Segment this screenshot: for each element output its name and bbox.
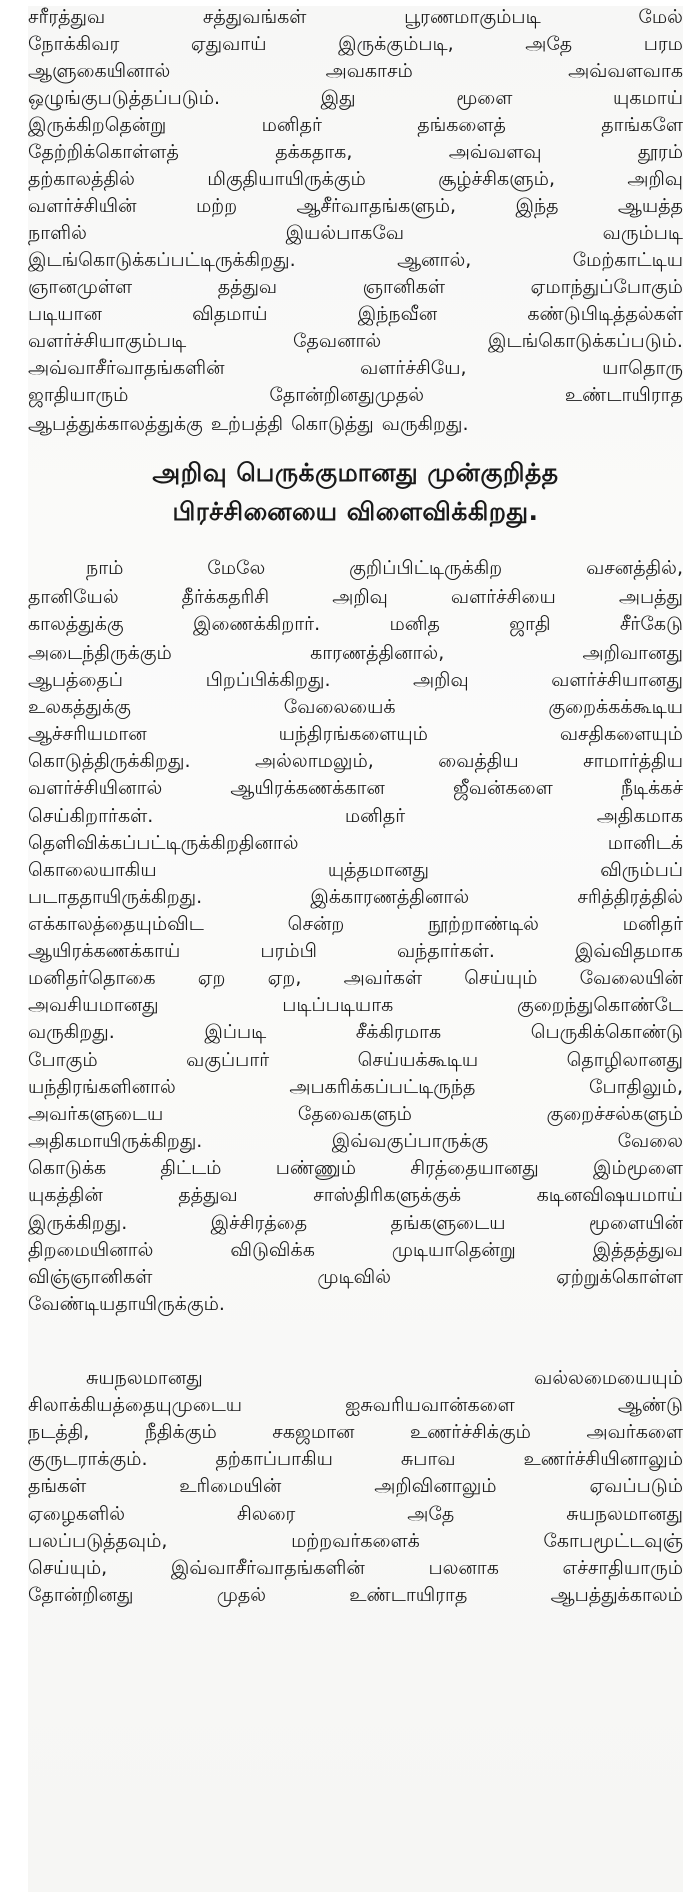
text-line: வளர்ச்சியாகும்படி தேவனால் இடங்கொடுக்கப்படும். (28, 330, 683, 352)
text-line: நாம் மேலே குறிப்பிட்டிருக்கிற வசனத்தில், (86, 557, 683, 579)
text-line: ஆபத்துக்காலத்துக்கு உற்பத்தி கொடுத்து வருகிறது. (28, 413, 469, 435)
text-line: அடைந்திருக்கும் காரணத்தினால், அறிவானது (28, 642, 683, 664)
text-line: சுயநலமானது வல்லமையையும் (86, 1367, 683, 1389)
text-line: தானியேல் தீர்க்கதரிசி அறிவு வளர்ச்சியை அபத்து (28, 586, 683, 608)
text-line: யுகத்தின் தத்துவ சாஸ்திரிகளுக்குக் கடினவிஷயமாய் (28, 1184, 683, 1206)
text-line: குருடராக்கும். தற்காப்பாகிய சுபாவ உணர்ச்சியினாலும் (28, 1448, 683, 1470)
text-line: வருகிறது. இப்படி சீக்கிரமாக பெருகிக்கொண்டு (28, 1021, 683, 1043)
text-line: ஆபத்தைப் பிறப்பிக்கிறது. அறிவு வளர்ச்சியானது (28, 669, 683, 691)
text-line: கொடுத்திருக்கிறது. அல்லாமலும், வைத்திய சாமார்த்திய (28, 750, 683, 772)
text-line: செய்யும், இவ்வாசீர்வாதங்களின் பலனாக எச்சாதியாரும் (28, 1557, 683, 1579)
text-line: தெளிவிக்கப்பட்டிருக்கிறதினால் மானிடக் (28, 832, 683, 854)
text-line: நடத்தி, நீதிக்கும் சகஜமான உணர்ச்சிக்கும் அவர்களை (28, 1421, 683, 1443)
text-line: செய்கிறார்கள். மனிதர் அதிகமாக (28, 805, 683, 827)
document-page (28, 6, 683, 1892)
text-line: சிலாக்கியத்தையுமுடைய ஐசுவரியவான்களை ஆண்டு (28, 1394, 683, 1416)
text-line: ஏழைகளில் சிலரை அதே சுயநலமானது (28, 1503, 683, 1525)
text-line: மனிதர்தொகை ஏற ஏற, அவர்கள் செய்யும் வேலையின் (28, 967, 683, 989)
text-line: யந்திரங்களினால் அபகரிக்கப்பட்டிருந்த போதிலும், (28, 1076, 683, 1098)
text-line: ஆச்சரியமான யந்திரங்களையும் வசதிகளையும் (28, 723, 683, 745)
text-line: வளர்ச்சியின் மற்ற ஆசீர்வாதங்களும், இந்த ஆயத்த (28, 195, 683, 217)
text-line: ஒழுங்குபடுத்தப்படும். இது மூளை யுகமாய் (28, 87, 683, 109)
text-line: காலத்துக்கு இணைக்கிறார். மனித ஜாதி சீர்கேடு (28, 613, 683, 635)
text-line: சரீரத்துவ சத்துவங்கள் பூரணமாகும்படி மேல் (28, 6, 683, 28)
text-line: இடங்கொடுக்கப்பட்டிருக்கிறது. ஆனால், மேற்காட்டிய (28, 249, 683, 271)
text-line: தோன்றினது முதல் உண்டாயிராத ஆபத்துக்காலம் (28, 1584, 683, 1606)
section-heading-line: அறிவு பெருக்குமானது முன்குறித்த (152, 458, 559, 487)
text-line: ஞானமுள்ள தத்துவ ஞானிகள் ஏமாந்துப்போகும் (28, 276, 683, 298)
text-line: நோக்கிவர ஏதுவாய் இருக்கும்படி, அதே பரம (28, 33, 683, 55)
text-line: படியான விதமாய் இந்நவீன கண்டுபிடித்தல்கள் (28, 303, 683, 325)
text-line: நாளில் இயல்பாகவே வரும்படி (28, 222, 683, 244)
text-line: தேற்றிக்கொள்ளத் தக்கதாக, அவ்வளவு தூரம் (28, 141, 683, 163)
text-line: இருக்கிறதென்று மனிதர் தங்களைத் தாங்களே (28, 114, 683, 136)
text-line: ஆளுகையினால் அவகாசம் அவ்வளவாக (28, 60, 683, 82)
text-line: கொலையாகிய யுத்தமானது விரும்பப் (28, 859, 683, 881)
text-line: உலகத்துக்கு வேலையைக் குறைக்கக்கூடிய (28, 696, 683, 718)
text-line: அவசியமானது படிப்படியாக குறைந்துகொண்டே (28, 994, 683, 1016)
text-line: தற்காலத்தில் மிகுதியாயிருக்கும் சூழ்ச்சிகளும், அறிவு (28, 168, 683, 190)
text-line: அவர்களுடைய தேவைகளும் குறைச்சல்களும் (28, 1103, 683, 1125)
text-line: ஜாதியாரும் தோன்றினதுமுதல் உண்டாயிராத (28, 384, 683, 406)
text-line: அவ்வாசீர்வாதங்களின் வளர்ச்சியே, யாதொரு (28, 357, 683, 379)
text-line: அதிகமாயிருக்கிறது. இவ்வகுப்பாருக்கு வேலை (28, 1130, 683, 1152)
text-line: பலப்படுத்தவும், மற்றவர்களைக் கோபமூட்டவுஞ் (28, 1530, 683, 1552)
section-heading-line: பிரச்சினையை விளைவிக்கிறது. (172, 497, 539, 526)
text-line: தங்கள் உரிமையின் அறிவினாலும் ஏவப்படும் (28, 1475, 683, 1497)
text-line: படாததாயிருக்கிறது. இக்காரணத்தினால் சரித்திரத்தில் (28, 886, 683, 908)
text-line: கொடுக்க திட்டம் பண்ணும் சிரத்தையானது இம்மூளை (28, 1157, 683, 1179)
text-line: இருக்கிறது. இச்சிரத்தை தங்களுடைய மூளையின் (28, 1212, 683, 1234)
text-line: விஞ்ஞானிகள் முடிவில் ஏற்றுக்கொள்ள (28, 1266, 683, 1288)
text-line: போகும் வகுப்பார் செய்யக்கூடிய தொழிலானது (28, 1049, 683, 1071)
text-line: ஆயிரக்கணக்காய் பரம்பி வந்தார்கள். இவ்விதமாக (28, 940, 683, 962)
text-line: எக்காலத்தையும்விட சென்ற நூற்றாண்டில் மனிதர் (28, 913, 683, 935)
text-line: திறமையினால் விடுவிக்க முடியாதென்று இத்தத்துவ (28, 1239, 683, 1261)
text-line: வேண்டியதாயிருக்கும். (28, 1293, 225, 1315)
text-line: வளர்ச்சியினால் ஆயிரக்கணக்கான ஜீவன்களை நீடிக்கச் (28, 777, 683, 799)
